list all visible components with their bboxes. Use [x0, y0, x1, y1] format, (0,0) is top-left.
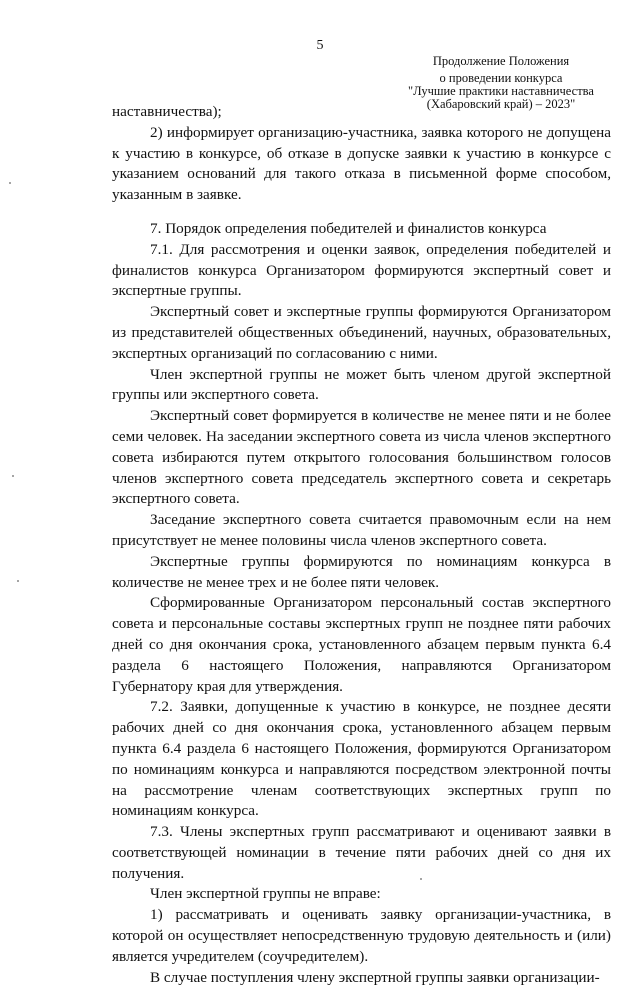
scan-speck	[420, 878, 422, 880]
paragraph-7-3: 7.3. Члены экспертных групп рассматривают и оценивают заявки в соответствующей номинации в течение пяти рабочих дней со дня их получения.	[112, 823, 611, 882]
paragraph-7-1: 7.1. Для рассмотрения и оценки заявок, определения победителей и финалистов конкурса Организатором формируются экспертный совет и экспертные группы.	[112, 240, 611, 300]
paragraph-7-2: 7.2. Заявки, допущенные к участию в конкурсе, не позднее десяти рабочих дней со дня окончания срока, установленного абзацем первым пункта 6.4 раздела 6 настоящего Положения, формируются Организатором по номинациям конкурса и направляются посредством электронной почты на рассмотрение членам соответствующих экспертных групп по номинациям конкурса.	[112, 698, 611, 820]
section-title-7: 7. Порядок определения победителей и финалистов конкурса	[150, 219, 547, 237]
paragraph-item-1-restriction: 1) рассматривать и оценивать заявку организации-участника, в которой он осуществляет непосредственную трудовую деятельность и (или) является учредителем (соучредителем).	[112, 906, 611, 965]
paragraph-council-size: Экспертный совет формируется в количестве не менее пяти и не более семи человек. На заседании экспертного совета из числа членов экспертного совета избираются путем открытого голосования большинством голосов членов экспертного совета председатель экспертного совета и секретарь экспертного совета.	[112, 407, 611, 508]
document-body	[112, 102, 611, 988]
header-line-continuation: Продолжение Положения	[432, 54, 570, 68]
header-line-region-year: (Хабаровский край) – 2023"	[426, 97, 576, 111]
paragraph-member-restriction: Член экспертной группы не может быть членом другой экспертной группы или экспертного совета.	[112, 365, 611, 404]
paragraph-continued: наставничества);	[112, 103, 222, 120]
paragraph-member-not-entitled: Член экспертной группы не вправе:	[150, 885, 381, 903]
paragraph-item-2-informs: 2) информирует организацию-участника, заявка которого не допущена к участию в конкурсе, об отказе в допуске заявки к участию в конкурсе с указанием оснований для такого отказа в письменной форме способом, указанным в заявке.	[112, 123, 611, 204]
page-number: 5	[316, 38, 324, 53]
paragraph-quorum: Заседание экспертного совета считается правомочным если на нем присутствует не менее половины числа членов экспертного совета.	[112, 511, 611, 549]
paragraph-case-receipt: В случае поступления члену экспертной группы заявки организации-	[150, 968, 600, 986]
scan-speck	[9, 182, 11, 184]
header-line-contest-name: "Лучшие практики наставничества	[408, 84, 594, 98]
paragraph-groups-size: Экспертные группы формируются по номинациям конкурса в количестве не менее трех и не более пяти человек.	[112, 552, 611, 591]
scan-speck	[17, 580, 19, 582]
scan-speck	[12, 475, 14, 477]
paragraph-composition-approval: Сформированные Организатором персональный состав экспертного совета и персональные составы экспертных групп не позднее пяти рабочих дней со дня окончания срока, установленного абзацем первым пункта 6.4 раздела 6 настоящего Положения, направляются Организатором Губернатору края для утверждения.	[112, 594, 611, 695]
paragraph-expert-council-formation: Экспертный совет и экспертные группы формируются Организатором из представителей общественных объединений, научных, образовательных, экспертных организаций по согласованию с ними.	[112, 303, 611, 362]
header-line-about-contest: о проведении конкурса	[439, 71, 563, 85]
